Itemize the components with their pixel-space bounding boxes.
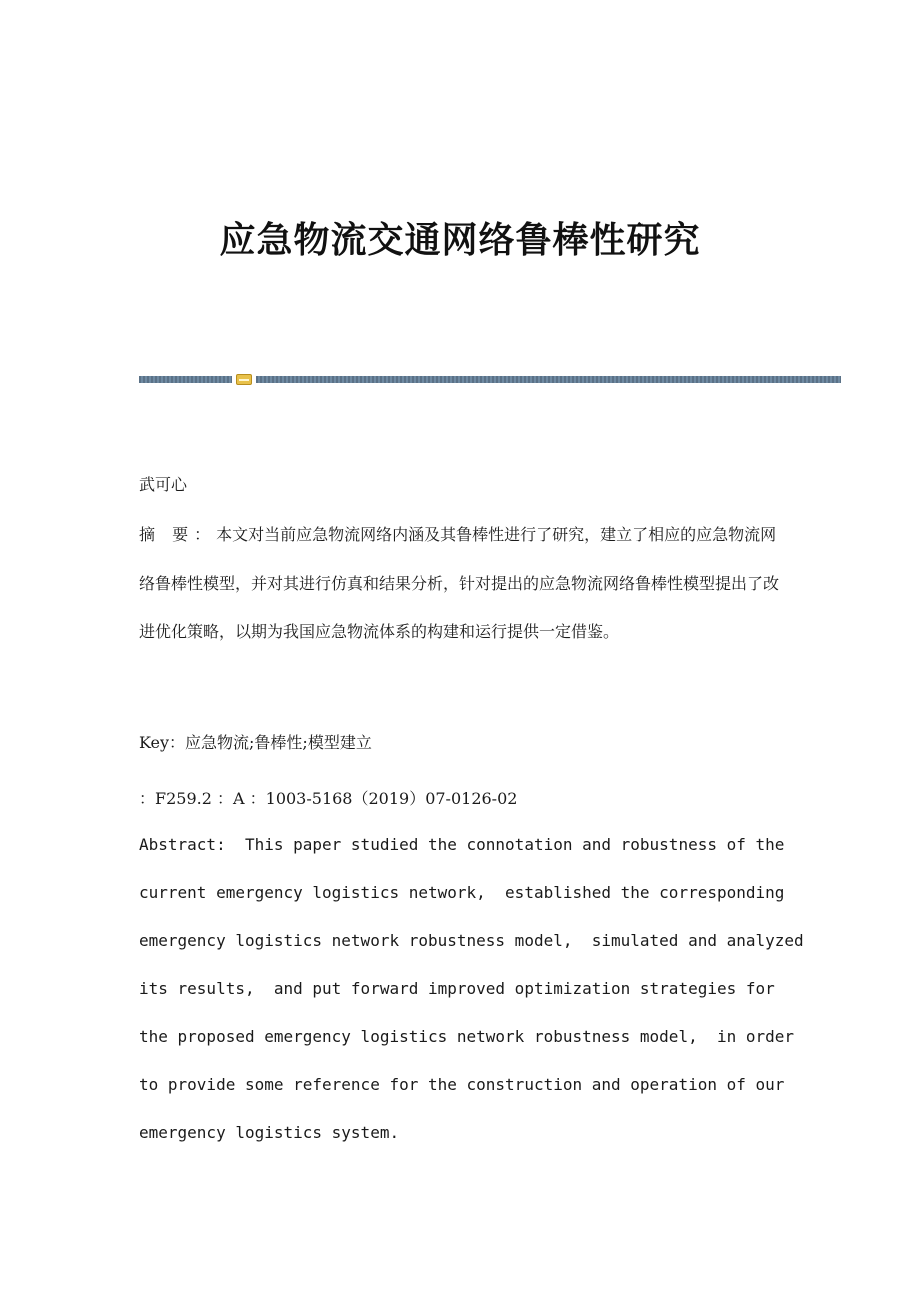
abstract-cn-label: 摘 要： — [139, 525, 217, 544]
divider-bar-right — [256, 376, 841, 383]
abstract-english — [139, 821, 804, 1157]
abstract-en-line: emergency logistics system. — [139, 1123, 400, 1142]
paper-title: 应急物流交通网络鲁棒性研究 — [219, 219, 701, 261]
divider-bar-left — [139, 376, 232, 383]
abstract-en-line: emergency logistics network robustness model, simulated and analyzed — [139, 931, 804, 950]
abstract-en-line: the proposed emergency logistics network robustness model, in order — [139, 1027, 795, 1046]
title-divider — [139, 374, 841, 384]
author-name: 武可心 — [139, 475, 188, 494]
classification-numbers: ：F259.2 ：A ：1003-5168（2019）07-0126-02 — [139, 789, 518, 808]
abstract-en-line: Abstract: This paper studied the connotation and robustness of the — [139, 835, 785, 854]
abstract-en-line: current emergency logistics network, established the corresponding — [139, 883, 785, 902]
abstract-en-line: its results, and put forward improved optimization strategies for — [139, 979, 775, 998]
abstract-chinese — [139, 511, 779, 657]
abstract-en-line: to provide some reference for the construction and operation of our — [139, 1075, 785, 1094]
keywords: Key：应急物流;鲁棒性;模型建立 — [139, 733, 372, 752]
abstract-cn-text: 本文对当前应急物流网络内涵及其鲁棒性进行了研究，建立了相应的应急物流网络鲁棒性模型，并对其进行仿真和结果分析，针对提出的应急物流网络鲁棒性模型提出了改进优化策略，以期为我国应急物流体系的构建和运行提供一定借鉴。 — [139, 525, 780, 641]
ribbon-emblem-icon — [236, 374, 252, 385]
